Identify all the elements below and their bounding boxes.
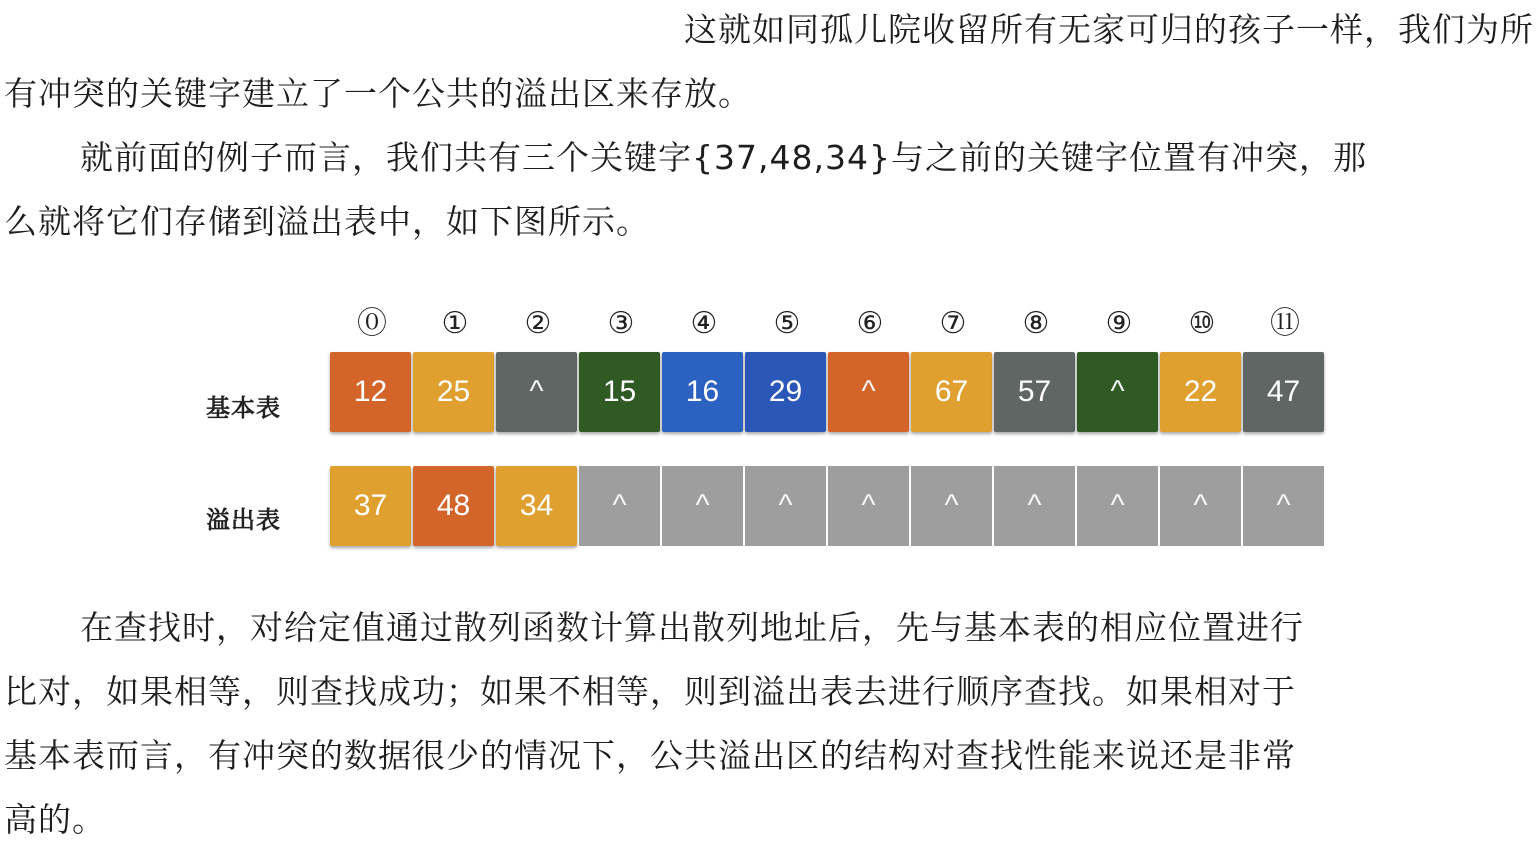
base-cell-8: 57 xyxy=(994,352,1075,432)
base-table-label: 基本表 xyxy=(206,394,281,422)
base-cell-3: 15 xyxy=(579,352,660,432)
overflow-cell-0: 37 xyxy=(330,466,411,546)
base-cell-1: 25 xyxy=(413,352,494,432)
paragraph-2-line-1: 就前面的例子而言，我们共有三个关键字{37,48,34}与之前的关键字位置有冲突，那 xyxy=(80,138,1367,177)
index-label-1: ① xyxy=(441,306,469,341)
paragraph-1-line-2: 有冲突的关键字建立了一个公共的溢出区来存放。 xyxy=(4,74,752,113)
overflow-table-label: 溢出表 xyxy=(206,506,281,534)
index-label-4: ④ xyxy=(690,306,718,341)
index-label-11: ⑪ xyxy=(1270,306,1300,341)
index-label-7: ⑦ xyxy=(939,306,967,341)
index-label-6: ⑥ xyxy=(856,306,884,341)
overflow-cell-8: ^ xyxy=(994,466,1075,546)
overflow-cell-5: ^ xyxy=(745,466,826,546)
overflow-table-row xyxy=(330,466,1326,546)
paragraph-1-line-1: 这就如同孤儿院收留所有无家可归的孩子一样，我们为所 xyxy=(684,10,1534,49)
paragraph-3-line-4: 高的。 xyxy=(4,800,106,839)
overflow-cell-4: ^ xyxy=(662,466,743,546)
overflow-cell-11: ^ xyxy=(1243,466,1324,546)
base-table-row xyxy=(330,352,1326,432)
overflow-cell-1: 48 xyxy=(413,466,494,546)
base-cell-4: 16 xyxy=(662,352,743,432)
index-label-9: ⑨ xyxy=(1105,306,1133,341)
base-cell-10: 22 xyxy=(1160,352,1241,432)
base-cell-2: ^ xyxy=(496,352,577,432)
base-cell-0: 12 xyxy=(330,352,411,432)
index-label-0: ⓪ xyxy=(357,306,387,341)
overflow-cell-10: ^ xyxy=(1160,466,1241,546)
index-label-5: ⑤ xyxy=(773,306,801,341)
base-cell-9: ^ xyxy=(1077,352,1158,432)
index-label-3: ③ xyxy=(607,306,635,341)
base-cell-7: 67 xyxy=(911,352,992,432)
index-label-10: ⑩ xyxy=(1188,306,1216,341)
paragraph-3-line-2: 比对，如果相等，则查找成功；如果不相等，则到溢出表去进行顺序查找。如果相对于 xyxy=(4,672,1296,711)
overflow-cell-6: ^ xyxy=(828,466,909,546)
paragraph-2-line-2: 么就将它们存储到溢出表中，如下图所示。 xyxy=(4,202,650,241)
paragraph-3-line-3: 基本表而言，有冲突的数据很少的情况下，公共溢出区的结构对查找性能来说还是非常 xyxy=(4,736,1296,775)
overflow-cell-7: ^ xyxy=(911,466,992,546)
index-label-2: ② xyxy=(524,306,552,341)
overflow-cell-3: ^ xyxy=(579,466,660,546)
base-cell-11: 47 xyxy=(1243,352,1324,432)
index-label-8: ⑧ xyxy=(1022,306,1050,341)
paragraph-3-line-1: 在查找时，对给定值通过散列函数计算出散列地址后，先与基本表的相应位置进行 xyxy=(80,608,1304,647)
base-cell-6: ^ xyxy=(828,352,909,432)
base-cell-5: 29 xyxy=(745,352,826,432)
overflow-cell-2: 34 xyxy=(496,466,577,546)
overflow-cell-9: ^ xyxy=(1077,466,1158,546)
overflow-table-figure xyxy=(0,296,1538,566)
